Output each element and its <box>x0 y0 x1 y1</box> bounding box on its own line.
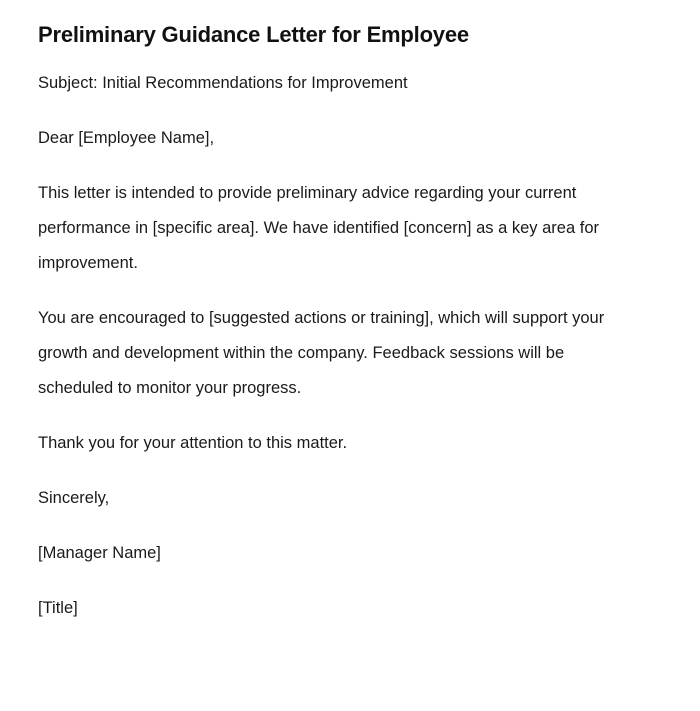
body-paragraph-3: Thank you for your attention to this matter. <box>38 434 348 452</box>
page-title: Preliminary Guidance Letter for Employee <box>38 22 469 47</box>
signature-name: [Manager Name] <box>38 544 161 562</box>
signature-title: [Title] <box>38 599 78 617</box>
closing: Sincerely, <box>38 489 110 507</box>
body-paragraph-2: You are encouraged to [suggested actions or training], which will support your growth and development within the company. Feedback sessions will be scheduled to monitor your progress. <box>38 309 609 397</box>
body-paragraph-1: This letter is intended to provide preliminary advice regarding your current performance in [specific area]. We have identified [concern] as a key area for improvement. <box>38 184 604 272</box>
salutation: Dear [Employee Name], <box>38 129 215 147</box>
subject-line: Subject: Initial Recommendations for Improvement <box>38 74 408 92</box>
